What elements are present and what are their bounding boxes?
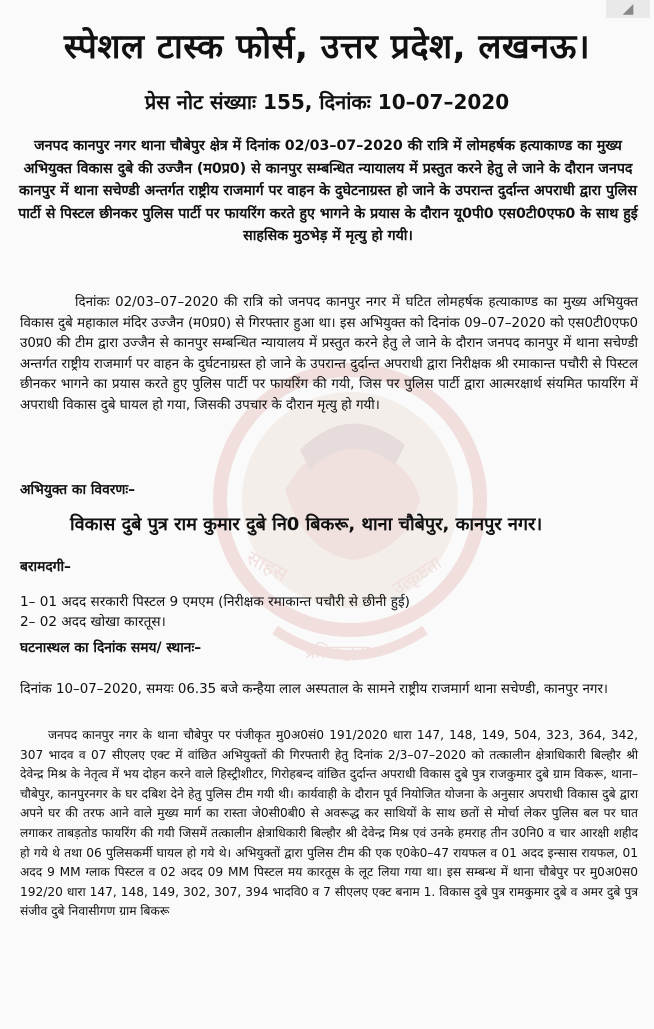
recovery-item: 1– 01 अदद सरकारी पिस्टल 9 एमएम (निरीक्षक रमाकान्त पचौरी से छीनी हुई) — [20, 594, 410, 610]
accused-heading: अभियुक्त का विवरणः– — [20, 482, 136, 498]
emblem-motto-bottom: प्रतिबद्धता — [305, 642, 370, 663]
emblem-motto-left: साहस — [242, 545, 292, 587]
emblem-motto-right: उत्कृष्टता — [388, 552, 446, 600]
incident-location-details: दिनांक 10–07–2020, समयः 06.35 बजे कन्हैया लाल अस्पताल के सामने राष्ट्रीय राजमार्ग थाना सचेण्डी, कानपुर नगर। — [20, 682, 608, 697]
accused-details: विकास दुबे पुत्र राम कुमार दुबे नि0 बिकरू, थाना चौबेपुर, कानपुर नगर। — [70, 514, 543, 535]
emblem-disc — [242, 392, 458, 608]
emblem-ribbon — [275, 630, 425, 655]
summary-paragraph: जनपद कानपुर नगर थाना चौबेपुर क्षेत्र में दिनांक 02/03–07–2020 की रात्रि में लोमहर्षक हत्याकाण्ड का मुख्य अभियुक्त विकास दुबे की उज्जैन (म0प्र0) से कानपुर सम्बन्धित न्यायालय में प्रस्तुत करने हेतु ले जाने के दौरान जनपद कानपुर में थाना सचेण्डी अन्तर्गत राष्ट्रीय राजमार्ग पर वाहन के दुघेटनाग्रस्त हो जाने के उपरान्त दुर्दान्त अपराधी द्वारा पुलिस पार्टी से पिस्टल छीनकर पुलिस पार्टी पर फायरिंग करते हुए भागने के प्रयास के दौरान यू0पी0 एस0टी0एफ0 के साथ हुई साहसिक मुठभेड़ में मृत्यु हो गयी। — [18, 138, 638, 244]
emblem-tiger-shape — [300, 424, 405, 470]
background-paragraph: जनपद कानपुर नगर के थाना चौबेपुर पर पंजीकृत मु0अ0सं0 191/2020 धारा 147, 148, 149, 504, 323, 364, 342, 307 भादव व 07 सीएलए एक्ट में वांछित अभियुक्तों की गिरफ्तारी हेतु दिनांक 2/3–07–2020 को तत्कालीन क्षेत्राधिकारी बिल्हौर श्री देवेन्द्र मिश्र के नेतृत्व में भय दोहन करने वाले हिस्ट्रीशीटर, गिरोहबन्द वांछित दुर्दान्त अपराधी विकास दुबे पुत्र राजकुमार दुबे ग्राम विकरू, थाना–चौबेपुर, कानपुरनगर के घर दबिश देने हेतु पुलिस टीम गयी थी। कार्यवाही के दौरान पूर्व नियोजित योजना के अनुसार अपराधी विकास दुबे द्वारा अपने घर की तरफ आने वाले मुख्य मार्ग का रास्ता जे0सी0बी0 से अवरूद्ध कर साथियों के साथ छतों से मोर्चा लेकर पुलिस बल पर घात लगाकर ताबड़तोड फायरिंग की गयी जिसमें तत्कालीन क्षेत्राधिकारी बिल्हौर श्री देवेन्द्र मिश्र एवं उनके हमराह तीन उ0नि0 व चार आरक्षी शहीद हो गये थे तथा 06 पुलिसकर्मी घायल हो गये थे। अभियुक्तों द्वारा पुलिस टीम की एक ए0के0–47 रायफल व 01 अदद इन्सास रायफल, 01 अदद 9 MM ग्लाक पिस्टल व 02 अदद 09 MM पिस्टल मय कारतूस के लूट लिया गया था। इस सम्बन्ध में थाना चौबेपुर पर मु0अ0स0 192/20 धारा 147, 148, 149, 302, 307, 394 भादवि0 व 7 सीएलए एक्ट बनाम 1. विकास दुबे पुत्र रामकुमार दुबे व अमर दुबे पुत्र संजीव दुबे निवासीगण ग्राम बिकरू — [20, 728, 638, 919]
incident-paragraph: दिनांकः 02/03–07–2020 की रात्रि को जनपद कानपुर नगर में घटित लोमहर्षक हत्याकाण्ड का मुख्य अभियुक्त विकास दुबे महाकाल मंदिर उज्जैन (म0प्र0) से गिरफ्तार हुआ था। इस अभियुक्त को दिनांक 09–07–2020 को एस0टी0एफ0 उ0प्र0 की टीम द्वारा उज्जैन से कानपुर सम्बन्धित न्यायालय में प्रस्तुत करने हेतु ले जाने के दौरान जनपद कानपुर में थाना सचेण्डी अन्तर्गत राष्ट्रीय राजमार्ग पर वाहन के दुर्घटनाग्रस्त हो जाने के उपरान्त दुर्दान्त अपराधी द्वारा निरीक्षक श्री रमाकान्त पचौरी से पिस्टल छीनकर भागने का प्रयास करते हुए पुलिस पार्टी पर फायरिंग की गयी, जिस पर पुलिस पार्टी द्वारा आत्मरक्षार्थ संयमित फायरिंग में अपराधी विकास दुबे घायल हो गया, जिसकी उपचार के दौरान मृत्यु हो गयी। — [20, 295, 638, 413]
page-title: स्पेशल टास्क फोर्स, उत्तर प्रदेश, लखनऊ। — [63, 27, 591, 67]
press-note-number: प्रेस नोट संख्याः 155, दिनांकः 10–07–2020 — [144, 90, 510, 114]
emblem-map-shape — [285, 447, 420, 560]
page-corner-tab: ◢ — [606, 0, 650, 18]
recovery-heading: बरामदगी– — [20, 559, 71, 575]
incident-location-heading: घटनास्थल का दिनांक समय/ स्थानः– — [20, 640, 202, 656]
recovery-item: 2– 02 अदद खोखा कारतूस। — [20, 614, 166, 630]
